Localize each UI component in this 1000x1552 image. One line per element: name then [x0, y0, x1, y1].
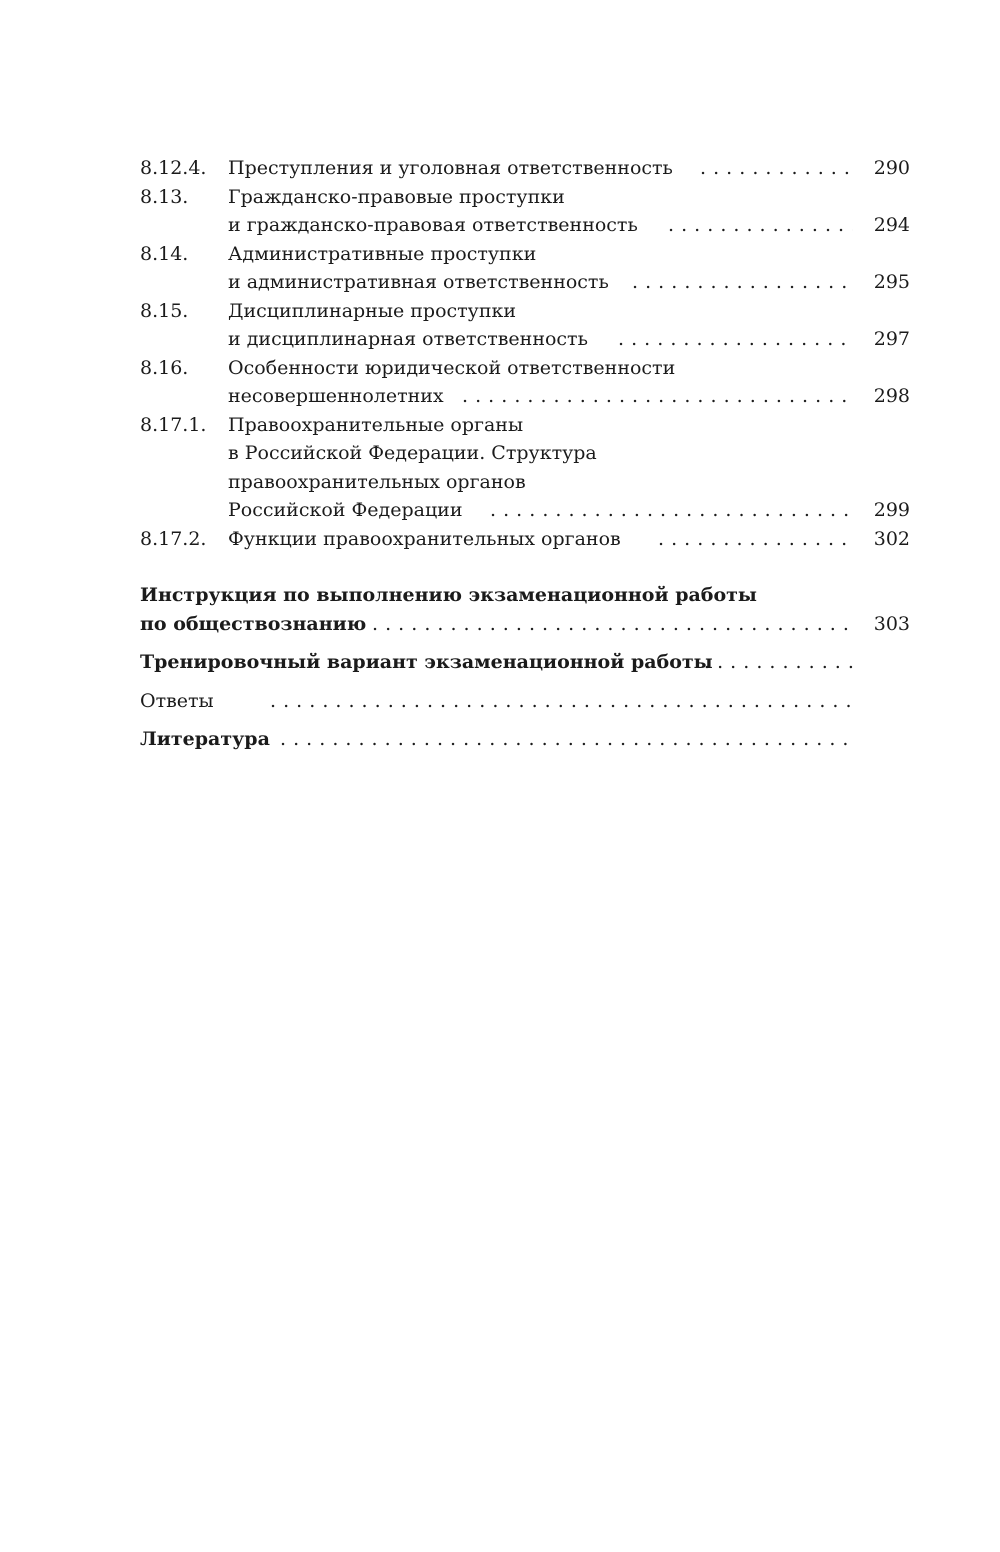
dot-leader: [490, 496, 853, 525]
section-title-line: Дисциплинарные проступки: [228, 299, 517, 322]
section-number: 8.13.: [140, 185, 189, 208]
page-number: 298: [873, 385, 910, 407]
dot-leader: [270, 687, 853, 716]
section-title-line: Преступления и уголовная ответственность: [228, 157, 673, 179]
toc-entry-8-17-2: [140, 525, 910, 554]
dot-leader: [618, 325, 853, 354]
dot-leader: [632, 268, 853, 297]
section-title-line: Литература: [140, 728, 270, 750]
page-number: 290: [873, 157, 910, 179]
section-title-line: Особенности юридической ответственности: [228, 356, 676, 379]
dot-leader: [668, 211, 853, 240]
toc-entry-8-16: [140, 354, 910, 411]
dot-leader: [658, 525, 853, 554]
page-number: 303: [873, 612, 910, 635]
page-number: 299: [873, 499, 910, 521]
section-title-line: в Российской Федерации. Структура: [228, 442, 597, 464]
toc-entry-instruction: [140, 581, 910, 638]
section-title-line: правоохранительных органов: [228, 470, 526, 493]
page-number: 294: [873, 214, 910, 236]
section-title-line: несовершеннолетних: [228, 385, 444, 407]
section-title-line: Административные проступки: [228, 242, 537, 265]
section-title-line: Российской Федерации: [228, 499, 463, 521]
page-number: 295: [873, 271, 910, 293]
dot-leader: [700, 154, 853, 183]
page-number: 302: [873, 527, 910, 550]
section-title-line: Функции правоохранительных органов: [228, 527, 621, 550]
section-title-line: Правоохранительные органы: [228, 413, 524, 436]
section-number: 8.16.: [140, 356, 189, 379]
toc-entry-8-13: [140, 183, 910, 240]
section-title-line: по обществознанию: [140, 612, 367, 635]
toc-entry-8-15: [140, 297, 910, 354]
section-title-line: и административная ответственность: [228, 271, 609, 293]
dot-leader: [280, 725, 853, 754]
toc-entry-8-12-4: [140, 154, 910, 183]
page-number: 297: [873, 328, 910, 350]
section-title-line: Гражданско-правовые проступки: [228, 185, 565, 208]
section-number: 8.12.4.: [140, 157, 207, 179]
toc-entry-training-variant: [140, 648, 910, 677]
table-of-contents: [140, 154, 910, 754]
dot-leader: [704, 648, 853, 677]
section-title-line: Инструкция по выполнению экзаменационной работы: [140, 584, 757, 606]
dot-leader: [462, 382, 853, 411]
section-title-line: и гражданско-правовая ответственность: [228, 214, 638, 236]
section-number: 8.17.1.: [140, 413, 207, 436]
section-title-line: Ответы: [140, 689, 214, 712]
section-number: 8.15.: [140, 299, 189, 322]
toc-entry-answers: [140, 687, 910, 716]
section-number: 8.17.2.: [140, 527, 207, 550]
section-number: 8.14.: [140, 242, 189, 265]
toc-entry-8-17-1: [140, 411, 910, 525]
dot-leader: [372, 610, 853, 639]
section-title-line: Тренировочный вариант экзаменационной работы: [140, 651, 713, 673]
toc-entry-8-14: [140, 240, 910, 297]
section-title-line: и дисциплинарная ответственность: [228, 328, 588, 350]
toc-entry-literature: [140, 725, 910, 754]
